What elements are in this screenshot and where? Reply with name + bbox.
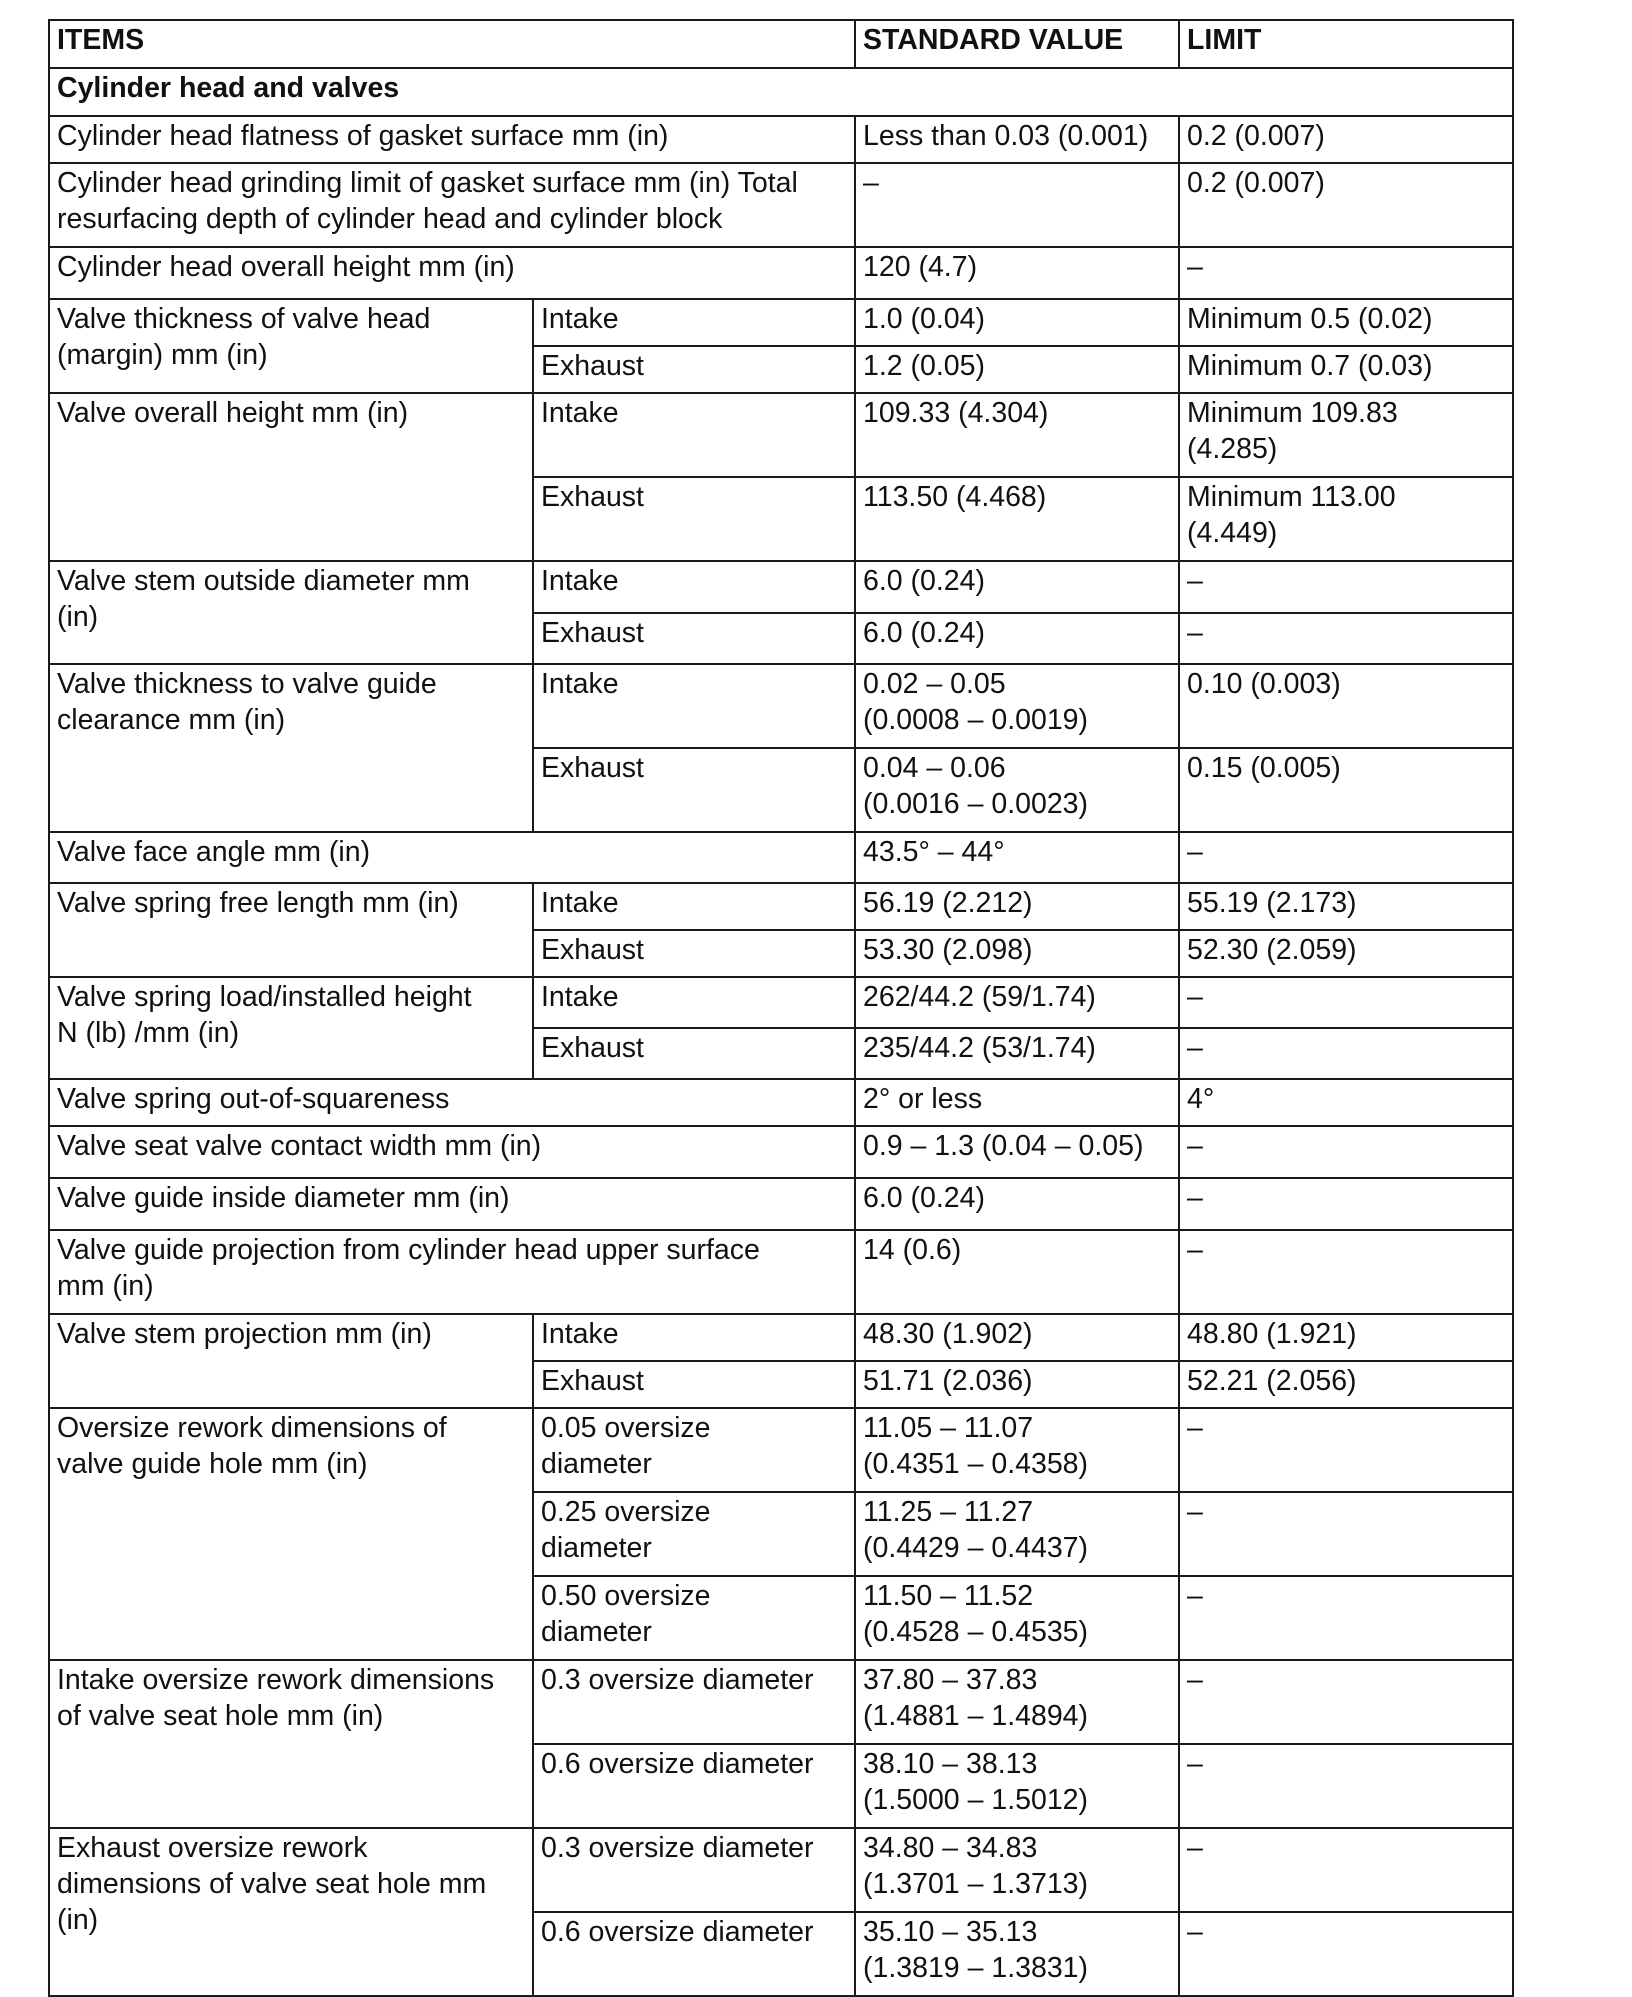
table-row (49, 1314, 1513, 1361)
limit-value: – (1179, 1912, 1513, 1996)
sub-item-label: Intake (533, 664, 855, 748)
table-row (49, 977, 1513, 1028)
sub-item-label: Exhaust (533, 613, 855, 664)
limit-value: 4° (1179, 1079, 1513, 1126)
limit-value: – (1179, 613, 1513, 664)
sub-item-label: 0.3 oversize diameter (533, 1828, 855, 1912)
limit-value: Minimum 0.5 (0.02) (1179, 299, 1513, 346)
table-row (49, 393, 1513, 477)
sub-item-label: 0.50 oversize diameter (533, 1576, 855, 1660)
table-row (49, 1230, 1513, 1314)
item-label: Valve overall height mm (in) (49, 393, 533, 561)
item-label: Valve thickness to valve guide clearance mm (in) (49, 664, 533, 832)
standard-value: 6.0 (0.24) (855, 613, 1179, 664)
limit-value: – (1179, 1660, 1513, 1744)
limit-value: 0.15 (0.005) (1179, 748, 1513, 832)
standard-value: 1.2 (0.05) (855, 346, 1179, 393)
item-label: Valve guide projection from cylinder head upper surface mm (in) (49, 1230, 855, 1314)
limit-value: 52.30 (2.059) (1179, 930, 1513, 977)
standard-value: 56.19 (2.212) (855, 883, 1179, 930)
sub-item-label: Intake (533, 561, 855, 613)
item-label: Cylinder head grinding limit of gasket surface mm (in) Total resurfacing depth of cylinder head and cylinder block (49, 163, 855, 247)
table-row (49, 664, 1513, 748)
limit-value: – (1179, 1230, 1513, 1314)
limit-value: 0.10 (0.003) (1179, 664, 1513, 748)
limit-value: – (1179, 1492, 1513, 1576)
sub-item-label: Intake (533, 1314, 855, 1361)
table-row (49, 1660, 1513, 1744)
table-row (49, 1079, 1513, 1126)
section-title: Cylinder head and valves (49, 68, 1513, 116)
sub-item-label: Exhaust (533, 346, 855, 393)
item-label: Exhaust oversize rework dimensions of valve seat hole mm (in) (49, 1828, 533, 1996)
sub-item-label: Exhaust (533, 1028, 855, 1079)
sub-item-label: 0.25 oversize diameter (533, 1492, 855, 1576)
sub-item-label: 0.6 oversize diameter (533, 1912, 855, 1996)
sub-item-label: Exhaust (533, 748, 855, 832)
standard-value: 48.30 (1.902) (855, 1314, 1179, 1361)
limit-value: – (1179, 561, 1513, 613)
item-label: Valve spring load/installed height N (lb) /mm (in) (49, 977, 533, 1079)
limit-value: – (1179, 1178, 1513, 1230)
standard-value: 6.0 (0.24) (855, 1178, 1179, 1230)
item-label: Valve seat valve contact width mm (in) (49, 1126, 855, 1178)
table-row (49, 1408, 1513, 1492)
table-row (49, 883, 1513, 930)
standard-value: 38.10 – 38.13 (1.5000 – 1.5012) (855, 1744, 1179, 1828)
table-row (49, 247, 1513, 299)
standard-value: 37.80 – 37.83 (1.4881 – 1.4894) (855, 1660, 1179, 1744)
limit-value: Minimum 0.7 (0.03) (1179, 346, 1513, 393)
standard-value: 34.80 – 34.83 (1.3701 – 1.3713) (855, 1828, 1179, 1912)
sub-item-label: Intake (533, 977, 855, 1028)
limit-value: – (1179, 1408, 1513, 1492)
item-label: Cylinder head flatness of gasket surface mm (in) (49, 116, 855, 163)
standard-value: 0.9 – 1.3 (0.04 – 0.05) (855, 1126, 1179, 1178)
limit-value: Minimum 109.83 (4.285) (1179, 393, 1513, 477)
standard-value-header: STANDARD VALUE (855, 20, 1179, 68)
section-row (49, 68, 1513, 116)
table-row (49, 1828, 1513, 1912)
table-row (49, 561, 1513, 613)
items-header: ITEMS (49, 20, 855, 68)
sub-item-label: 0.3 oversize diameter (533, 1660, 855, 1744)
limit-value: 55.19 (2.173) (1179, 883, 1513, 930)
limit-value: 48.80 (1.921) (1179, 1314, 1513, 1361)
standard-value: 35.10 – 35.13 (1.3819 – 1.3831) (855, 1912, 1179, 1996)
standard-value: 120 (4.7) (855, 247, 1179, 299)
specification-table (48, 19, 1514, 1997)
limit-value: – (1179, 832, 1513, 883)
item-label: Intake oversize rework dimensions of valve seat hole mm (in) (49, 1660, 533, 1828)
standard-value: 262/44.2 (59/1.74) (855, 977, 1179, 1028)
limit-value: 0.2 (0.007) (1179, 116, 1513, 163)
table-row (49, 1178, 1513, 1230)
standard-value: – (855, 163, 1179, 247)
item-label: Oversize rework dimensions of valve guide hole mm (in) (49, 1408, 533, 1660)
limit-value: 0.2 (0.007) (1179, 163, 1513, 247)
standard-value: 11.05 – 11.07 (0.4351 – 0.4358) (855, 1408, 1179, 1492)
standard-value: 1.0 (0.04) (855, 299, 1179, 346)
item-label: Valve spring free length mm (in) (49, 883, 533, 977)
standard-value: 53.30 (2.098) (855, 930, 1179, 977)
standard-value: 109.33 (4.304) (855, 393, 1179, 477)
table-row (49, 163, 1513, 247)
limit-header: LIMIT (1179, 20, 1513, 68)
sub-item-label: 0.05 oversize diameter (533, 1408, 855, 1492)
limit-value: – (1179, 1576, 1513, 1660)
sub-item-label: Exhaust (533, 930, 855, 977)
standard-value: 0.02 – 0.05 (0.0008 – 0.0019) (855, 664, 1179, 748)
limit-value: – (1179, 247, 1513, 299)
standard-value: Less than 0.03 (0.001) (855, 116, 1179, 163)
standard-value: 43.5° – 44° (855, 832, 1179, 883)
sub-item-label: Intake (533, 393, 855, 477)
sub-item-label: Exhaust (533, 1361, 855, 1408)
limit-value: – (1179, 1744, 1513, 1828)
standard-value: 6.0 (0.24) (855, 561, 1179, 613)
limit-value: – (1179, 977, 1513, 1028)
limit-value: 52.21 (2.056) (1179, 1361, 1513, 1408)
standard-value: 113.50 (4.468) (855, 477, 1179, 561)
item-label: Valve face angle mm (in) (49, 832, 855, 883)
item-label: Valve spring out-of-squareness (49, 1079, 855, 1126)
standard-value: 235/44.2 (53/1.74) (855, 1028, 1179, 1079)
header-row (49, 20, 1513, 68)
sub-item-label: 0.6 oversize diameter (533, 1744, 855, 1828)
limit-value: – (1179, 1028, 1513, 1079)
item-label: Valve stem projection mm (in) (49, 1314, 533, 1408)
sub-item-label: Intake (533, 883, 855, 930)
limit-value: – (1179, 1828, 1513, 1912)
table-row (49, 1126, 1513, 1178)
limit-value: – (1179, 1126, 1513, 1178)
table-row (49, 116, 1513, 163)
standard-value: 0.04 – 0.06 (0.0016 – 0.0023) (855, 748, 1179, 832)
standard-value: 14 (0.6) (855, 1230, 1179, 1314)
table-row (49, 299, 1513, 346)
standard-value: 2° or less (855, 1079, 1179, 1126)
sub-item-label: Intake (533, 299, 855, 346)
table-row (49, 832, 1513, 883)
sub-item-label: Exhaust (533, 477, 855, 561)
standard-value: 51.71 (2.036) (855, 1361, 1179, 1408)
standard-value: 11.50 – 11.52 (0.4528 – 0.4535) (855, 1576, 1179, 1660)
item-label: Valve stem outside diameter mm (in) (49, 561, 533, 664)
standard-value: 11.25 – 11.27 (0.4429 – 0.4437) (855, 1492, 1179, 1576)
item-label: Cylinder head overall height mm (in) (49, 247, 855, 299)
item-label: Valve guide inside diameter mm (in) (49, 1178, 855, 1230)
item-label: Valve thickness of valve head (margin) mm (in) (49, 299, 533, 393)
limit-value: Minimum 113.00 (4.449) (1179, 477, 1513, 561)
